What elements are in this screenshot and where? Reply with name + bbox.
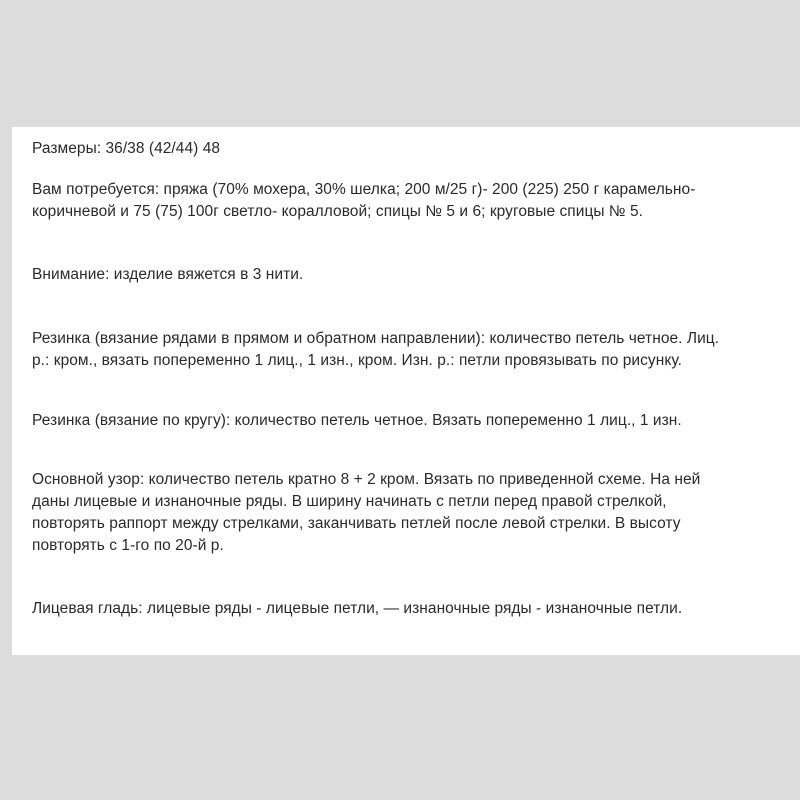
text-line: Размеры: 36/38 (42/44) 48: [32, 140, 221, 157]
document-page: [12, 127, 800, 655]
text-line: коричневой и 75 (75) 100г светло- коралловой; спицы № 5 и 6; круговые спицы № 5.: [32, 203, 643, 220]
text-line: р.: кром., вязать попеременно 1 лиц., 1 изн., кром. Изн. р.: петли провязывать по рисунку.: [32, 352, 682, 369]
text-line: Резинка (вязание рядами в прямом и обратном направлении): количество петель четное. Лиц.: [32, 330, 720, 347]
stockinette-paragraph: [32, 598, 792, 620]
text-line: повторять раппорт между стрелками, заканчивать петлей после левой стрелки. В высоту: [32, 515, 681, 532]
attention-paragraph: [32, 264, 792, 286]
materials-paragraph: [32, 179, 792, 223]
main-pattern-paragraph: [32, 469, 792, 557]
text-line: повторять с 1-го по 20-й р.: [32, 537, 224, 554]
text-line: Резинка (вязание по кругу): количество петель четное. Вязать попеременно 1 лиц., 1 изн.: [32, 412, 682, 429]
rib-round-paragraph: [32, 410, 792, 432]
text-line: Внимание: изделие вяжется в 3 нити.: [32, 266, 304, 283]
sizes-paragraph: [32, 138, 792, 160]
text-line: даны лицевые и изнаночные ряды. В ширину начинать с петли перед правой стрелкой,: [32, 493, 667, 510]
rib-rows-paragraph: [32, 328, 792, 372]
text-line: Вам потребуется: пряжа (70% мохера, 30% шелка; 200 м/25 г)- 200 (225) 250 г карамельно-: [32, 181, 696, 198]
text-line: Лицевая гладь: лицевые ряды - лицевые петли, — изнаночные ряды - изнаночные петли.: [32, 600, 683, 617]
text-line: Основной узор: количество петель кратно 8 + 2 кром. Вязать по приведенной схеме. На ней: [32, 471, 701, 488]
